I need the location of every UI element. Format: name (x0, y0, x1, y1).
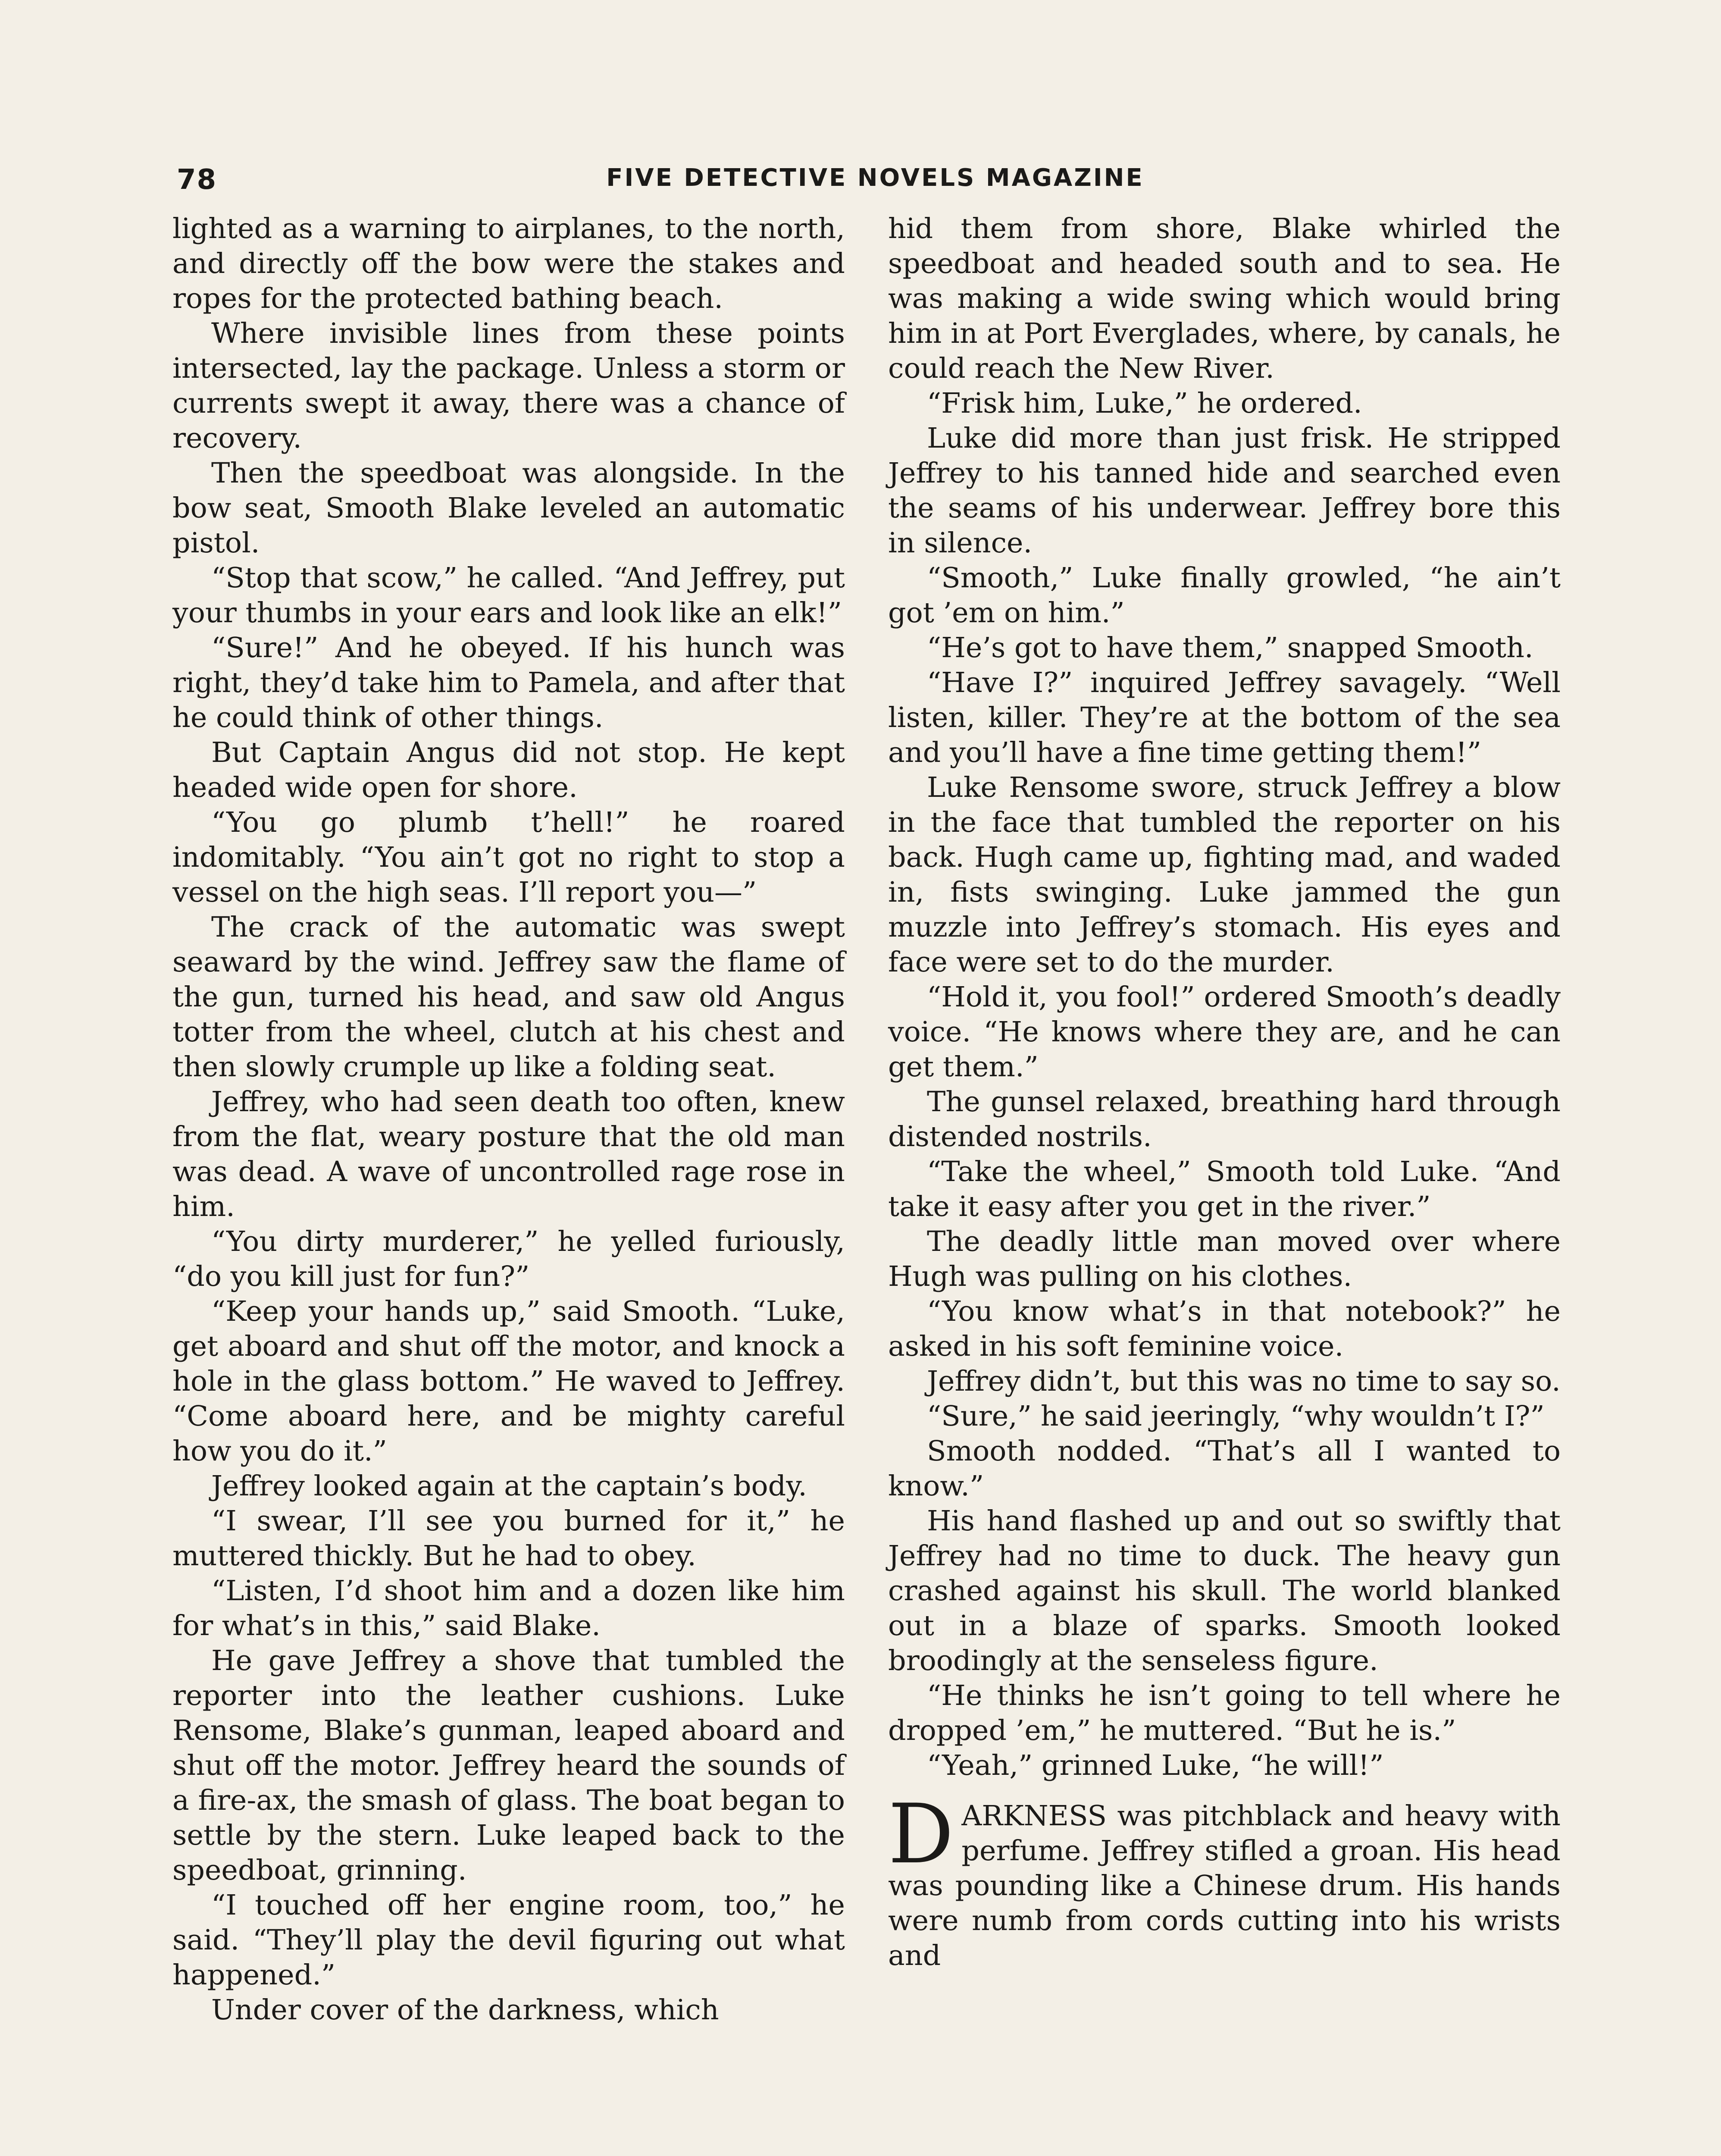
paragraph: Jeffrey looked again at the captain’s body. (211, 1470, 807, 1502)
paragraph: Under cover of the darkness, which (211, 1994, 719, 2026)
paragraph: Jeffrey didn’t, but this was no time to say so. (927, 1365, 1561, 1398)
section-opening-text: ARKNESS was pitchblack and heavy with perfume. Jeffrey stifled a groan. His head was pounding like a Chinese drum. His hands were numb from cords cutting into his wrists and (888, 1800, 1561, 1972)
paragraph: “You dirty murderer,” he yelled furiously, “do you kill just for fun?” (172, 1225, 845, 1293)
running-header: FIVE DETECTIVE NOVELS MAGAZINE (606, 164, 1144, 192)
paragraph: hid them from shore, Blake whirled the speedboat and headed south and to sea. He was making a wide swing which would bring him in at Port Everglades, where, by canals, he could reach the New River. (888, 213, 1561, 385)
paragraph: Jeffrey, who had seen death too often, knew from the flat, weary posture that the old man was dead. A wave of uncontrolled rage rose in him. (172, 1086, 845, 1223)
paragraph: “He’s got to have them,” snapped Smooth. (927, 632, 1533, 664)
section-opening-paragraph (888, 1786, 1561, 1973)
paragraph: But Captain Angus did not stop. He kept headed wide open for shore. (172, 736, 845, 804)
paragraph: “I swear, I’ll see you burned for it,” he muttered thickly. But he had to obey. (172, 1505, 845, 1572)
paragraph: Luke did more than just frisk. He stripped Jeffrey to his tanned hide and searched even the seams of his underwear. Jeffrey bore this in silence. (888, 422, 1561, 559)
paragraph: “Take the wheel,” Smooth told Luke. “And take it easy after you get in the river.” (888, 1156, 1561, 1223)
paragraph: “Hold it, you fool!” ordered Smooth’s deadly voice. “He knows where they are, and he can get them.” (888, 981, 1561, 1083)
paragraph: “Listen, I’d shoot him and a dozen like him for what’s in this,” said Blake. (172, 1575, 845, 1642)
paragraph: Where invisible lines from these points intersected, lay the package. Unless a storm or currents swept it away, there was a chance of recovery. (172, 317, 845, 454)
right-column (888, 211, 1561, 1973)
paragraph: He gave Jeffrey a shove that tumbled the reporter into the leather cushions. Luke Rensome, Blake’s gunman, leaped aboard and shut off the motor. Jeffrey heard the sounds of a fire-ax, the smash of glass. The boat began to settle by the stern. Luke leaped back to the speedboat, grinning. (172, 1645, 845, 1887)
paragraph: lighted as a warning to airplanes, to the north, and directly off the bow were the stakes and ropes for the protected bathing beach. (172, 213, 845, 315)
drop-cap: D (888, 1786, 954, 1882)
paragraph: Smooth nodded. “That’s all I wanted to know.” (888, 1435, 1561, 1502)
paragraph: “Smooth,” Luke finally growled, “he ain’t got ’em on him.” (888, 562, 1561, 629)
left-column (172, 211, 845, 2028)
paragraph: Luke Rensome swore, struck Jeffrey a blow in the face that tumbled the reporter on his back. Hugh came up, fighting mad, and waded in, fists swinging. Luke jammed the gun muzzle into Jeffrey’s stomach. His eyes and face were set to do the murder. (888, 771, 1561, 978)
paragraph: “You know what’s in that notebook?” he asked in his soft feminine voice. (888, 1295, 1561, 1363)
paragraph: “You go plumb t’hell!” he roared indomitably. “You ain’t got no right to stop a vessel on the high seas. I’ll report you—” (172, 806, 845, 909)
paragraph: “Keep your hands up,” said Smooth. “Luke, get aboard and shut off the motor, and knock a hole in the glass bottom.” He waved to Jeffrey. “Come aboard here, and be mighty careful how you do it.” (172, 1295, 845, 1467)
page-number: 78 (177, 164, 217, 196)
paragraph: “Yeah,” grinned Luke, “he will!” (927, 1749, 1384, 1782)
paragraph: “Frisk him, Luke,” he ordered. (927, 387, 1362, 420)
paragraph: His hand flashed up and out so swiftly that Jeffrey had no time to duck. The heavy gun crashed against his skull. The world blanked out in a blaze of sparks. Smooth looked broodingly at the senseless figure. (888, 1505, 1561, 1677)
paragraph: The gunsel relaxed, breathing hard through distended nostrils. (888, 1086, 1561, 1153)
paragraph: “I touched off her engine room, too,” he said. “They’ll play the devil figuring out what happened.” (172, 1889, 845, 1991)
paragraph: “Sure,” he said jeeringly, “why wouldn’t I?” (927, 1400, 1545, 1432)
paragraph: “Sure!” And he obeyed. If his hunch was right, they’d take him to Pamela, and after that he could think of other things. (172, 632, 845, 734)
paragraph: “He thinks he isn’t going to tell where he dropped ’em,” he muttered. “But he is.” (888, 1680, 1561, 1747)
paragraph: The crack of the automatic was swept seaward by the wind. Jeffrey saw the flame of the gun, turned his head, and saw old Angus totter from the wheel, clutch at his chest and then slowly crumple up like a folding seat. (172, 911, 845, 1083)
paragraph: The deadly little man moved over where Hugh was pulling on his clothes. (888, 1225, 1561, 1293)
paragraph: “Stop that scow,” he called. “And Jeffrey, put your thumbs in your ears and look like an elk!” (172, 562, 845, 629)
paragraph: Then the speedboat was alongside. In the bow seat, Smooth Blake leveled an automatic pistol. (172, 457, 845, 559)
paragraph: “Have I?” inquired Jeffrey savagely. “Well listen, killer. They’re at the bottom of the sea and you’ll have a fine time getting them!” (888, 667, 1561, 769)
